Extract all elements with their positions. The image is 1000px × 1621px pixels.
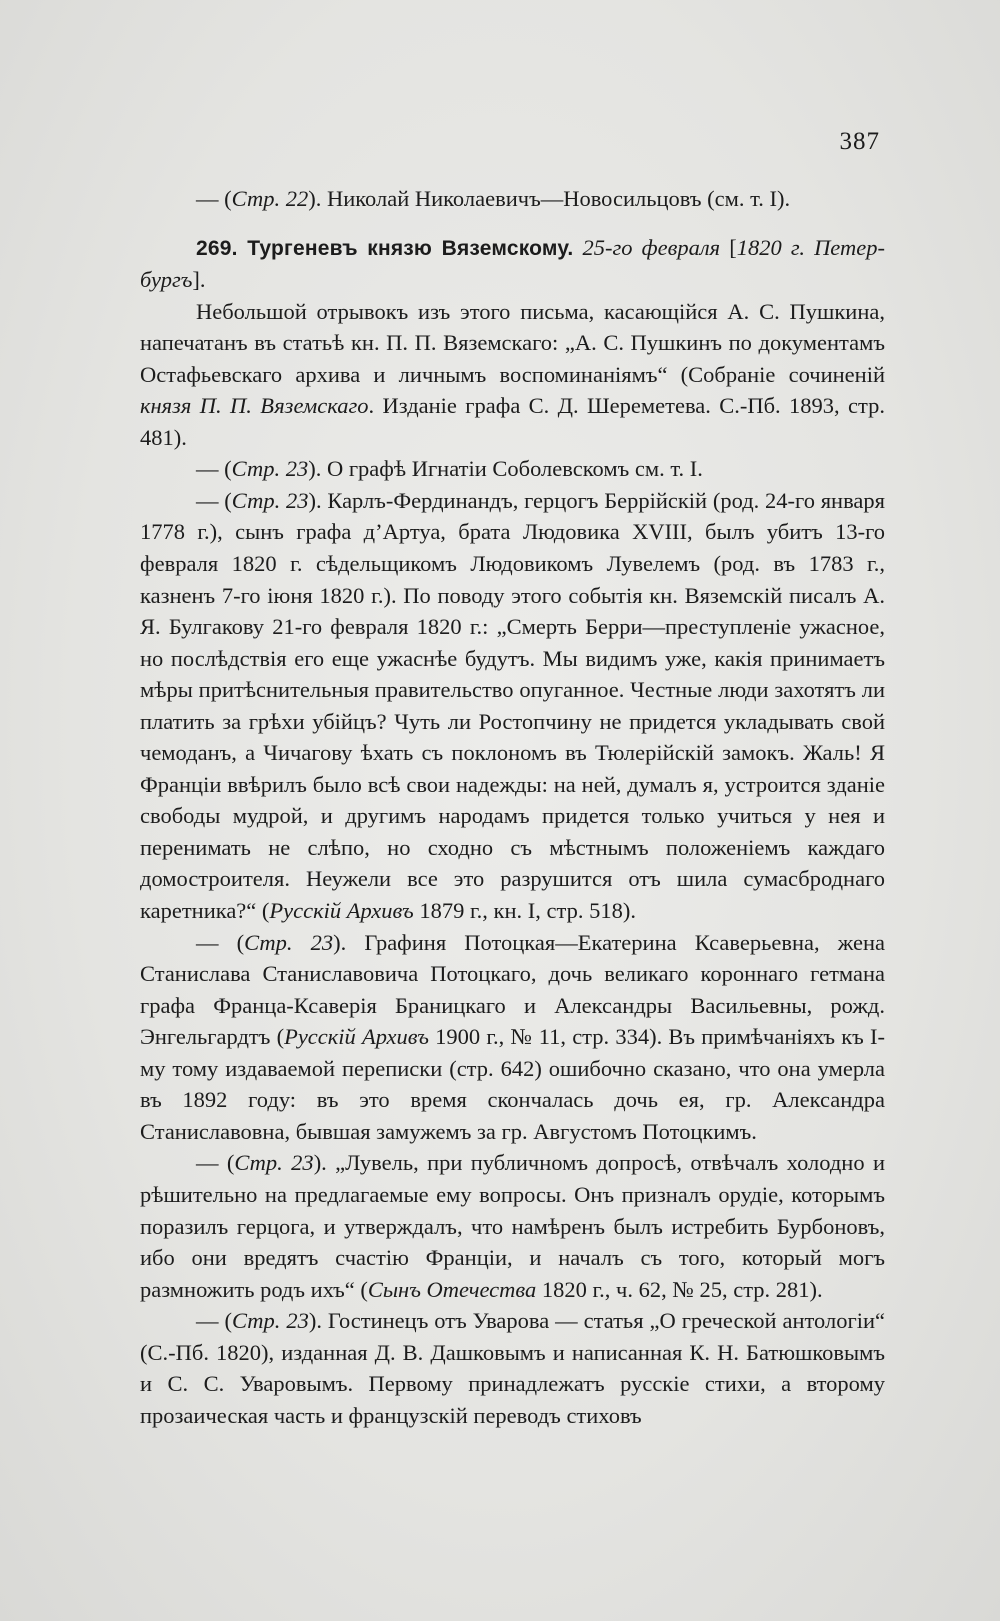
body-text: . Изданіе графа С. Д. Шереметева. С.-Пб. 1893, стр. 481). <box>140 393 885 450</box>
body-text: 1879 г., кн. I, стр. 518). <box>413 898 636 924</box>
italic-text: Русскій Архивъ <box>284 1024 429 1050</box>
body-text <box>573 235 582 260</box>
italic-text: Стр. 23 <box>231 1308 309 1334</box>
entry-title: Тургеневъ князю Вяземскому. <box>247 236 574 260</box>
body-text: ). „Лувель, при публичномъ допросѣ, отвѣчалъ холодно и рѣшительно на предлагаемые ему вопросы. Онъ призналъ орудіе, которымъ поразилъ герцога, и утверждалъ, что намѣренъ былъ истребить Бурбоновъ, ибо они вредятъ счастію Франціи, и началъ съ того, который могъ размножить родъ ихъ“ ( <box>140 1150 885 1302</box>
body-text: ). Карлъ-Фердинандъ, герцогъ Беррійскій (род. 24-го января 1778 г.), сынъ графа д’Артуа, брата Людовика XVIII, былъ убитъ 13-го февраля 1820 г. сѣдельщикомъ Людовикомъ Лувелемъ (род. въ 1783 г., казненъ 7-го іюня 1820 г.). По поводу этого событія кн. Вяземскій писалъ А. Я. Булгакову 21-го февраля 1820 г.: „Смерть Берри—преступленіе ужасное, но послѣдствія его еще ужаснѣе будутъ. Мы видимъ уже, какія принимаетъ мѣры притѣснительныя правительство опуганное. Честные люди захотятъ ли платить за грѣхи убійцъ? Чуть ли Ростопчину не придется укладывать свой чемоданъ, а Чичагову ѣхать съ поклономъ въ Тюлерійскій замокъ. Жаль! Я Франціи ввѣрилъ было всѣ свои надежды: на ней, думалъ я, устроится зданіе свободы мудрой, и другимъ народамъ придется только учиться у нея и перенимать не слѣпо, но сходно съ мѣстнымъ положеніемъ каждаго домостроителя. Неужели все это разрушится отъ шила сумасброднаго каретника?“ ( <box>140 487 886 924</box>
body-text: — ( <box>196 487 232 513</box>
paragraph-p3 <box>140 453 885 485</box>
paragraph-p7 <box>140 1305 885 1431</box>
italic-text: Стр. 22 <box>231 186 309 211</box>
paragraph-p0 <box>140 183 885 215</box>
body-text: ). О графѣ Игнатіи Соболевскомъ см. т. I. <box>308 456 703 482</box>
body-text: ). Графиня Потоцкая—Екатерина Ксаверьевна, жена Станислава Станиславовича Потоцкаго, дочь великаго короннаго гетмана графа Франца-Ксаверія Браницкаго и Александры Васильевны, рожд. Энгельгардтъ ( <box>140 929 886 1050</box>
italic-text: 25-го февраля <box>582 234 721 260</box>
body-text: Небольшой отрывокъ изъ этого письма, касающійся А. С. Пушкина, напечатанъ въ статьѣ кн. П. П. Вяземскаго: „А. С. Пушкинъ по документамъ Остафьевскаго архива и личнымъ воспоминаніямъ“ (Собраніе сочиненій <box>140 298 885 387</box>
body-text: — ( <box>196 1150 235 1176</box>
body-text: ]. <box>192 267 206 293</box>
italic-text: Сынъ Отечества <box>367 1276 537 1302</box>
body-text: — ( <box>196 186 232 211</box>
body-text: ). Николай Николаевичъ—Новосильцовъ (см. т. I). <box>308 186 791 211</box>
entry-number: 269. <box>196 236 248 260</box>
body-text: 1900 г., № 11, стр. 334). Въ примѣчаніяхъ къ I-му тому издаваемой переписки (стр. 642) ошибочно сказано, что она умерла въ 1892 году: въ это время скончалась дочь ея, гр. Александра Станиславовна, бывшая замужемъ за гр. Августомъ Потоцкимъ. <box>140 1024 885 1144</box>
italic-text: 1820 г. Петербургъ <box>140 234 885 293</box>
paragraph-p6 <box>140 1147 885 1305</box>
italic-text: Стр. 23 <box>244 929 334 955</box>
paragraph-p2 <box>140 296 885 454</box>
paragraph-p4 <box>140 485 885 927</box>
paragraph-p1 <box>140 232 885 296</box>
body-text: 1820 г., ч. 62, № 25, стр. 281). <box>536 1276 823 1302</box>
page-number: 387 <box>839 128 880 155</box>
body-text: [ <box>720 234 737 260</box>
body-text: — ( <box>196 1308 232 1334</box>
italic-text: Стр. 23 <box>231 487 309 513</box>
italic-text: Русскій Архивъ <box>269 898 414 924</box>
body-text: — ( <box>196 456 232 482</box>
italic-text: Стр. 23 <box>231 456 309 482</box>
body-text: — ( <box>196 929 245 955</box>
main-text <box>140 183 885 1431</box>
paragraph-p5 <box>140 927 885 1148</box>
body-text: ). Гостинецъ отъ Уварова — статья „О греческой антологіи“ (С.-Пб. 1820), изданная Д. В. Дашковымъ и написанная К. Н. Батюшковымъ и С. С. Уваровымъ. Первому принадлежатъ русскіе стихи, а второму прозаическая часть и французскій переводъ стиховъ <box>140 1308 885 1428</box>
italic-text: князя П. П. Вяземскаго <box>140 393 369 419</box>
italic-text: Стр. 23 <box>234 1150 314 1176</box>
